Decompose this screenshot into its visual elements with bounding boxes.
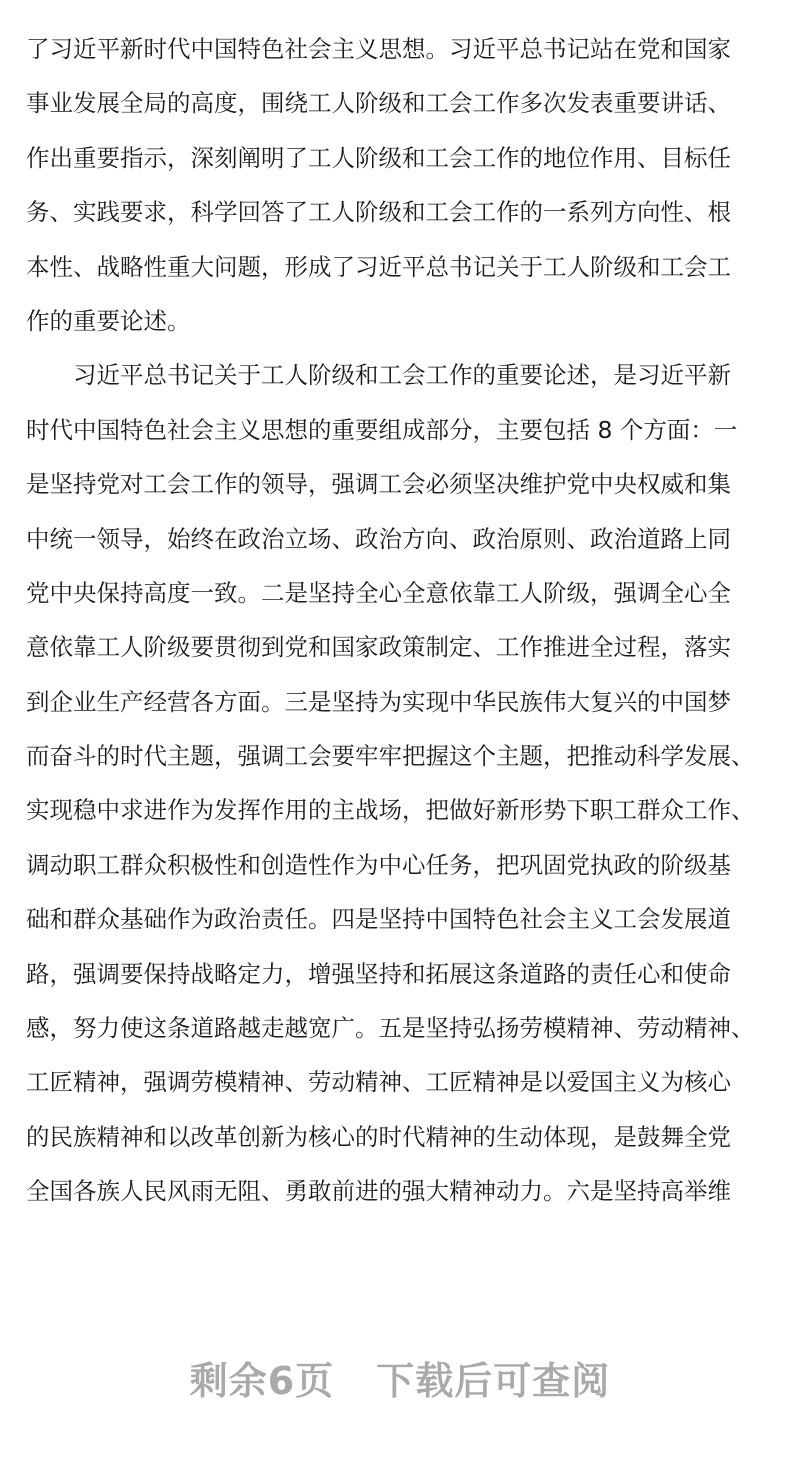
text-line: 时代中国特色社会主义思想的重要组成部分，主要包括 8 个方面：一 [26, 415, 738, 444]
text-line: 习近平总书记关于工人阶级和工会工作的重要论述，是习近平新 [26, 361, 731, 390]
text-line: 实现稳中求进作为发挥作用的主战场，把做好新形势下职工群众工作、 [26, 796, 755, 825]
text-line: 而奋斗的时代主题，强调工会要牢牢把握这个主题，把推动科学发展、 [26, 742, 755, 771]
text-line: 工匠精神，强调劳模精神、劳动精神、工匠精神是以爱国主义为核心 [26, 1068, 731, 1097]
text-line: 了习近平新时代中国特色社会主义思想。习近平总书记站在党和国家 [26, 35, 731, 63]
document-body [26, 22, 786, 1219]
text-line: 本性、战略性重大问题，形成了习近平总书记关于工人阶级和工会工 [26, 252, 731, 281]
text-line: 全国各族人民风雨无阻、勇敢前进的强大精神动力。六是坚持高举维 [26, 1177, 731, 1206]
text-line: 务、实践要求，科学回答了工人阶级和工会工作的一系列方向性、根 [26, 198, 731, 227]
download-hint-label: 下载后可查阅 [376, 1359, 611, 1403]
text-line: 党中央保持高度一致。二是坚持全心全意依靠工人阶级，强调全心全 [26, 578, 731, 607]
download-prompt[interactable] [0, 1350, 800, 1405]
text-line: 作出重要指示，深刻阐明了工人阶级和工会工作的地位作用、目标任 [26, 143, 731, 172]
text-line: 中统一领导，始终在政治立场、政治方向、政治原则、政治道路上同 [26, 524, 731, 553]
text-line: 事业发展全局的高度，围绕工人阶级和工会工作多次发表重要讲话、 [26, 89, 731, 118]
text-line: 调动职工群众积极性和创造性作为中心任务，把巩固党执政的阶级基 [26, 850, 731, 879]
text-line: 路，强调要保持战略定力，增强坚持和拓展这条道路的责任心和使命 [26, 959, 731, 988]
text-line: 意依靠工人阶级要贯彻到党和国家政策制定、工作推进全过程，落实 [26, 633, 731, 662]
text-line: 础和群众基础作为政治责任。四是坚持中国特色社会主义工会发展道 [26, 905, 731, 934]
text-line: 作的重要论述。 [26, 306, 191, 335]
text-line: 到企业生产经营各方面。三是坚持为实现中华民族伟大复兴的中国梦 [26, 687, 731, 716]
text-line: 的民族精神和以改革创新为核心的时代精神的生动体现，是鼓舞全党 [26, 1122, 731, 1151]
text-line: 感，努力使这条道路越走越宽广。五是坚持弘扬劳模精神、劳动精神、 [26, 1014, 755, 1043]
text-line: 是坚持党对工会工作的领导，强调工会必须坚决维护党中央权威和集 [26, 470, 731, 499]
remaining-pages-label: 剩余6页 [189, 1359, 335, 1403]
